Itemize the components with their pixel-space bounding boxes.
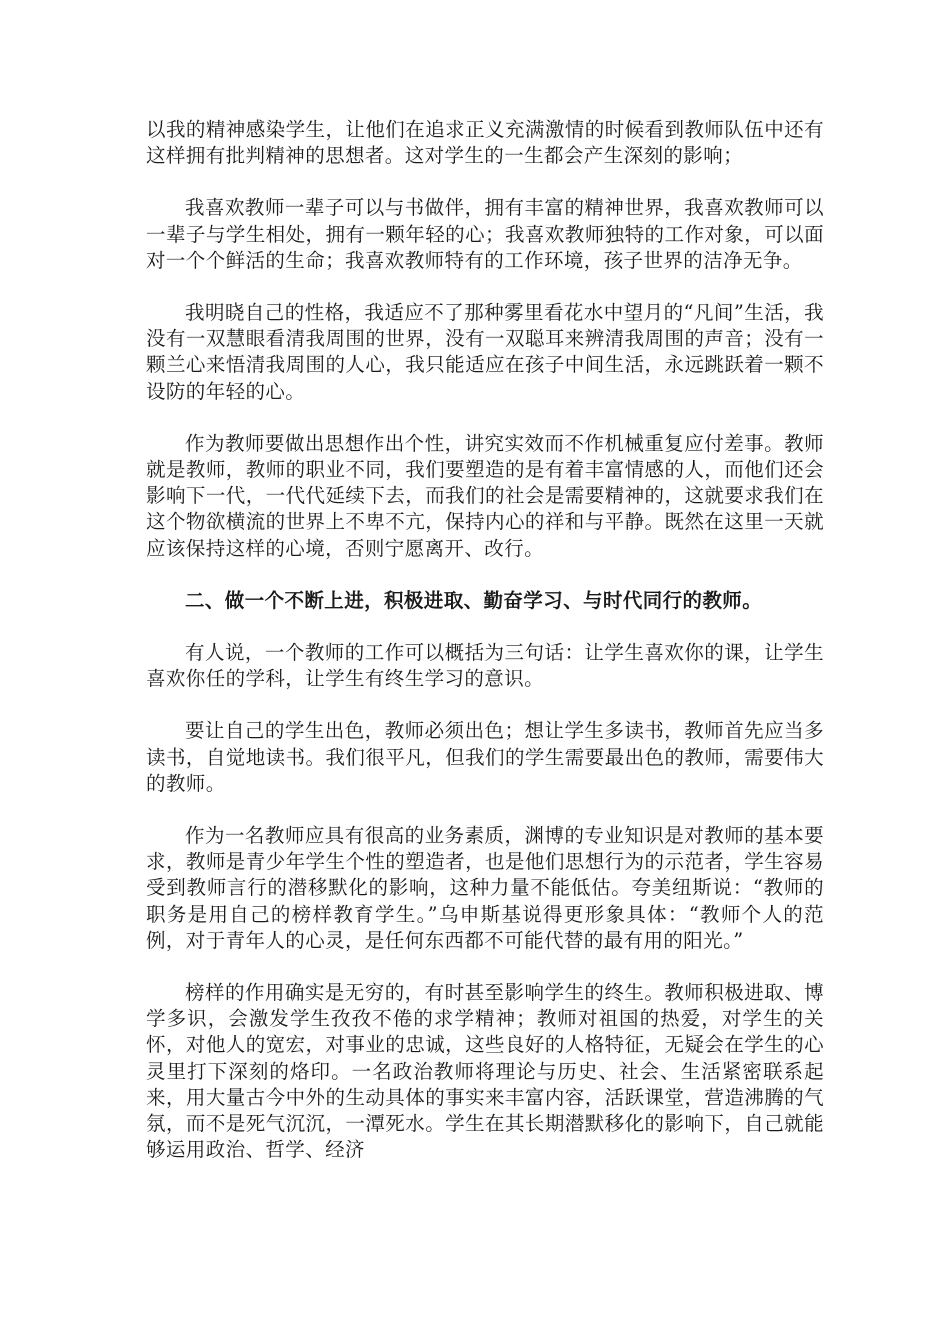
paragraph-gap bbox=[146, 562, 824, 588]
paragraph-gap bbox=[146, 614, 824, 640]
paragraph-3: 我明晓自己的性格，我适应不了那种雾里看花水中望月的“凡间”生活，我没有一双慧眼看清我周围的世界，没有一双聪耳来辨清我周围的声音；没有一颗兰心来悟清我周围的人心，我只能适应在孩子中间生活，永远跳跃着一颗不设防的年轻的心。 bbox=[146, 301, 824, 403]
paragraph-2: 我喜欢教师一辈子可以与书做伴，拥有丰富的精神世界，我喜欢教师可以一辈子与学生相处，拥有一颗年轻的心；我喜欢教师独特的工作对象，可以面对一个个鲜活的生命；我喜欢教师特有的工作环境，孩子世界的洁净无争。 bbox=[146, 196, 824, 272]
paragraph-gap bbox=[146, 274, 824, 300]
paragraph-gap bbox=[146, 169, 824, 195]
paragraph-1: 以我的精神感染学生，让他们在追求正义充满激情的时候看到教师队伍中还有这样拥有批判精神的思想者。这对学生的一生都会产生深刻的影响； bbox=[146, 118, 824, 168]
document-page bbox=[146, 117, 824, 1164]
paragraph-5: 有人说，一个教师的工作可以概括为三句话：让学生喜欢你的课，让学生喜欢你任的学科，让学生有终生学习的意识。 bbox=[146, 641, 824, 691]
paragraph-gap bbox=[146, 797, 824, 823]
paragraph-gap bbox=[146, 954, 824, 980]
paragraph-6: 要让自己的学生出色，教师必须出色；想让学生多读书，教师首先应当多读书，自觉地读书。我们很平凡，但我们的学生需要最出色的教师，需要伟大的教师。 bbox=[146, 719, 824, 795]
paragraph-8: 榜样的作用确实是无穷的，有时甚至影响学生的终生。教师积极进取、博学多识，会激发学生孜孜不倦的求学精神；教师对祖国的热爱，对学生的关怀，对他人的宽宏，对事业的忠诚，这些良好的人格特征，无疑会在学生的心灵里打下深刻的烙印。一名政治教师将理论与历史、社会、生活紧密联系起来，用大量古今中外的生动具体的事实来丰富内容，活跃课堂，营造沸腾的气氛，而不是死气沉沉，一潭死水。学生在其长期潜默移化的影响下，自己就能够运用政治、哲学、经济 bbox=[146, 981, 824, 1162]
section-heading: 二、做一个不断上进，积极进取、勤奋学习、与时代同行的教师。 bbox=[185, 588, 763, 612]
paragraph-4: 作为教师要做出思想作出个性，讲究实效而不作机械重复应付差事。教师就是教师，教师的职业不同，我们要塑造的是有着丰富情感的人，而他们还会影响下一代，一代代延续下去，而我们的社会是需要精神的，这就要求我们在这个物欲横流的世界上不卑不亢，保持内心的祥和与平静。既然在这里一天就应该保持这样的心境，否则宁愿离开、改行。 bbox=[146, 431, 824, 560]
paragraph-7: 作为一名教师应具有很高的业务素质，渊博的专业知识是对教师的基本要求，教师是青少年学生个性的塑造者，也是他们思想行为的示范者，学生容易受到教师言行的潜移默化的影响，这种力量不能低估。夸美纽斯说：“教师的职务是用自己的榜样教育学生。”乌申斯基说得更形象具体：“教师个人的范例，对于青年人的心灵，是任何东西都不可能代替的最有用的阳光。” bbox=[146, 824, 824, 952]
paragraph-gap bbox=[146, 692, 824, 718]
paragraph-gap bbox=[146, 405, 824, 431]
